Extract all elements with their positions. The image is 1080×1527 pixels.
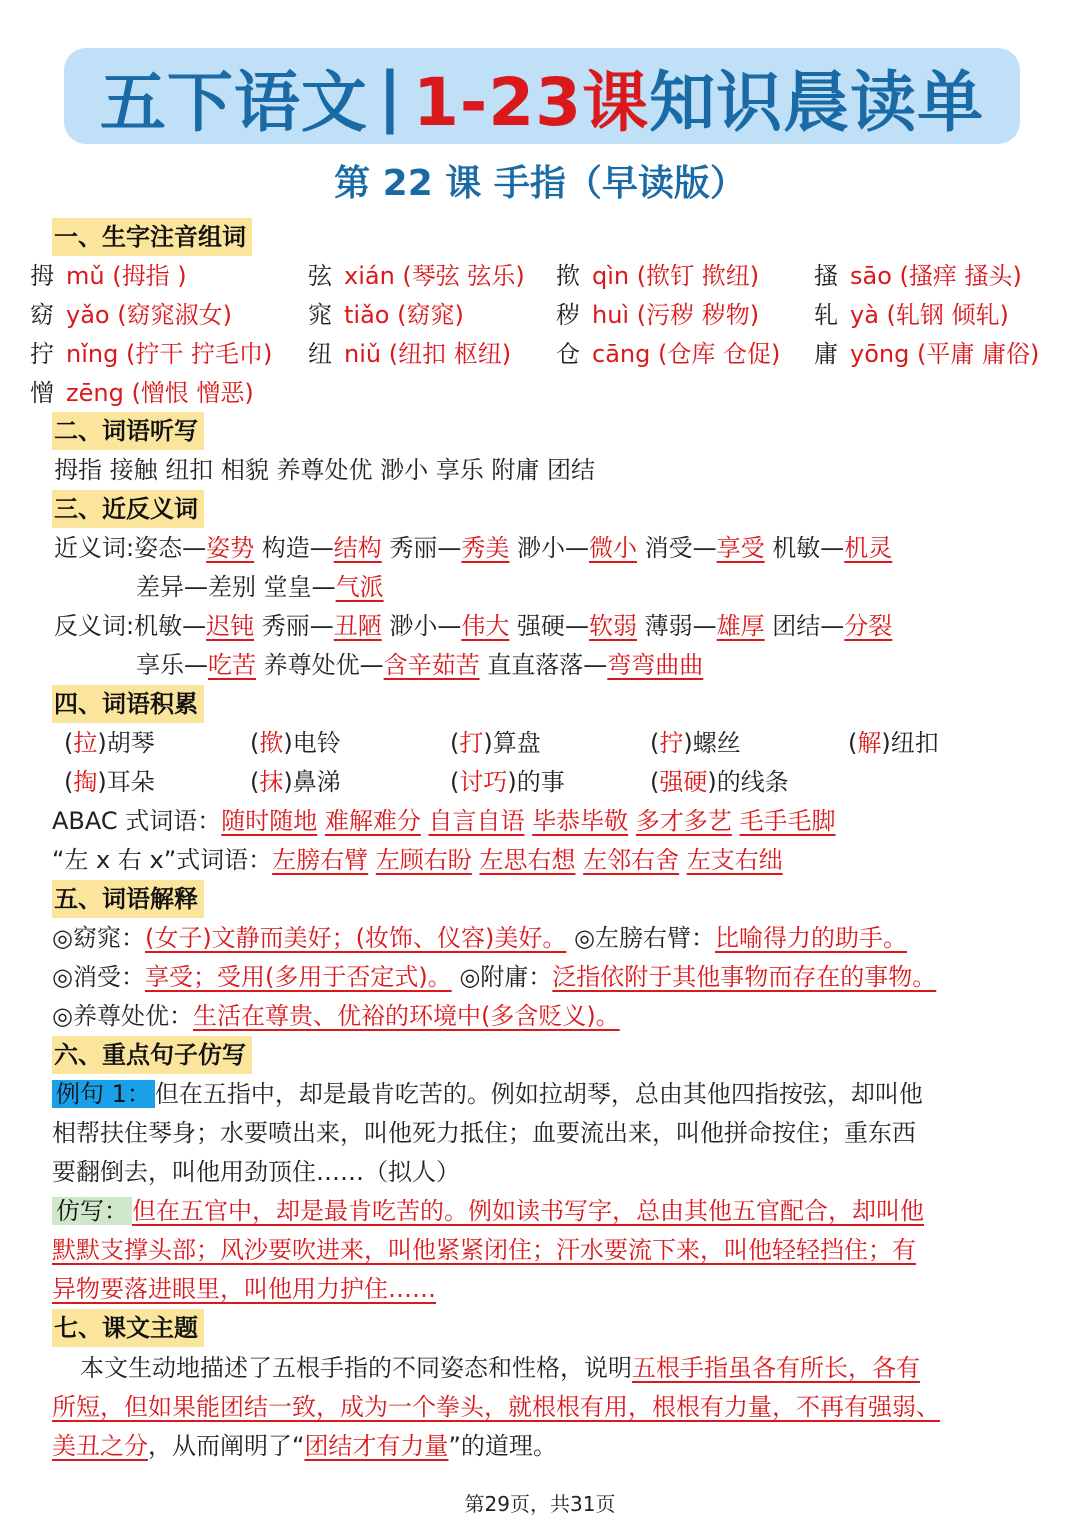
collocation-item: (揿)电铃 [250, 729, 341, 757]
pinyin: zēng [66, 379, 132, 407]
pinyin-item [556, 335, 780, 373]
words: (琴弦 弦乐) [402, 262, 525, 290]
word: 左膀右臂 [272, 846, 369, 874]
label: “左 x 右 x”式词语： [52, 846, 273, 874]
pair-left: 养尊处优— [263, 651, 384, 679]
pinyin-item [556, 257, 759, 295]
definition: 生活在尊贵、优裕的环境中(多含贬义)。 [192, 1002, 620, 1030]
char: 弦 [308, 262, 332, 290]
pair-right: 弯弯曲曲 [607, 651, 704, 679]
pinyin-item [30, 374, 254, 412]
definition: (女子)文静而美好；(妆饰、仪容)美好。 [144, 924, 567, 952]
char: 仓 [556, 340, 580, 368]
imitation-line-2: 默默支撑头部；风沙要吹进来，叫他紧紧闭住；汗水要流下来，叫他轻轻挡住；有 [52, 1236, 916, 1264]
words: (拧干 拧毛巾) [125, 340, 273, 368]
definition: 泛指依附于其他事物而存在的事物。 [552, 963, 937, 991]
theme-line-2: 所短，但如果能团结一致，成为一个拳头，就根根有用，根根有力量，不再有强弱、 [52, 1393, 940, 1421]
pinyin: yǎo [66, 301, 118, 329]
antonyms-row [54, 607, 892, 645]
pinyin-item [30, 257, 187, 295]
collocation-item: (拉)胡琴 [64, 729, 155, 757]
pinyin-item [30, 296, 232, 334]
term: ◎左膀右臂： [574, 924, 715, 952]
noun: )螺丝 [683, 729, 741, 757]
char: 拧 [30, 340, 54, 368]
pair-left: 薄弱— [644, 612, 717, 640]
pinyin-item [556, 296, 759, 334]
section-3-heading: 三、近反义词 [52, 490, 204, 528]
pinyin: huì [592, 301, 637, 329]
words: (仓库 仓促) [657, 340, 781, 368]
section-1-heading: 一、生字注音组词 [52, 218, 252, 256]
word: 左支右绌 [686, 846, 783, 874]
char: 拇 [30, 262, 54, 290]
page-number: 第29页，共31页 [464, 1492, 616, 1516]
example-line-1: 例句 1： 但在五指中，却是最肯吃苦的。例如拉胡琴，总由其他四指按弦，却叫他 [52, 1075, 923, 1113]
theme-line-3: 美丑之分，从而阐明了“团结才有力量”的道理。 [52, 1432, 557, 1460]
verb: 拉 [73, 729, 98, 757]
word: 左思右想 [479, 846, 576, 874]
noun: )的线条 [707, 768, 789, 796]
imitation-line-1: 仿写： 但在五官中，却是最肯吃苦的。例如读书写字，总由其他五官配合，却叫他 [52, 1192, 924, 1230]
pair-right: 软弱 [589, 612, 638, 640]
pair-right: 迟钝 [206, 612, 255, 640]
label: 近义词: [54, 534, 135, 562]
collocation-item: (拧)螺丝 [650, 729, 741, 757]
title-part-c: 知识晨读单 [649, 63, 985, 141]
verb: 拧 [659, 729, 684, 757]
char: 秽 [556, 301, 580, 329]
section-6-heading: 六、重点句子仿写 [52, 1036, 252, 1074]
example-line-2: 相帮扶住琴身；水要喷出来，叫他死力抵住；血要流出来，叫他拼命按住；重东西 [52, 1119, 916, 1147]
title-banner [64, 48, 1020, 144]
noun: )鼻涕 [283, 768, 341, 796]
pair-right: 伟大 [461, 612, 510, 640]
char: 轧 [814, 301, 838, 329]
pinyin: qìn [592, 262, 637, 290]
collocation-item: (打)算盘 [450, 729, 541, 757]
pair-right: 姿势 [206, 534, 255, 562]
pair-right: 丑陋 [333, 612, 382, 640]
char: 揿 [556, 262, 580, 290]
pair-left: 渺小— [517, 534, 590, 562]
section-7-heading: 七、课文主题 [52, 1309, 204, 1347]
pinyin: yà [850, 301, 887, 329]
collocation-item: (抹)鼻涕 [250, 768, 341, 796]
pair-left: 秀丽— [389, 534, 462, 562]
pair-right: 结构 [333, 534, 382, 562]
word: 难解难分 [324, 807, 421, 835]
char: 憎 [30, 379, 54, 407]
zuoyou-words-row [52, 841, 783, 879]
pinyin: nǐng [66, 340, 126, 368]
example-line-3: 要翻倒去，叫他用劲顶住……（拟人） [52, 1158, 460, 1186]
label: 反义词: [54, 612, 135, 640]
pinyin: mǔ [66, 262, 113, 290]
explanation-line [52, 997, 620, 1035]
pair-left: 构造— [261, 534, 334, 562]
explanation-line [52, 919, 907, 957]
words: (揿钉 揿纽) [636, 262, 760, 290]
words: (轧钢 倾轧) [886, 301, 1009, 329]
noun: )胡琴 [97, 729, 155, 757]
collocation-item: (掏)耳朵 [64, 768, 155, 796]
collocation-item: (解)纽扣 [848, 729, 939, 757]
synonyms-row [54, 529, 892, 567]
pair-left: 差异—差别 [136, 573, 256, 601]
word: 多才多艺 [635, 807, 732, 835]
noun: )耳朵 [97, 768, 155, 796]
pinyin-item [814, 335, 1039, 373]
title-part-a: 五下语文 [99, 63, 368, 141]
example-label: 例句 1： [52, 1080, 155, 1108]
section-2-heading: 二、词语听写 [52, 412, 204, 450]
pinyin: xián [344, 262, 403, 290]
words: (平庸 庸俗) [916, 340, 1040, 368]
noun: )的事 [507, 768, 565, 796]
noun: )算盘 [483, 729, 541, 757]
pair-right: 秀美 [461, 534, 510, 562]
pair-left: 直直落落— [487, 651, 608, 679]
pinyin-item [308, 335, 511, 373]
pinyin-item [814, 296, 1009, 334]
imitation-label: 仿写： [52, 1197, 132, 1225]
term: ◎养尊处优： [52, 1002, 193, 1030]
words: (拇指 ) [112, 262, 187, 290]
pair-left: 团结— [772, 612, 845, 640]
verb: 讨巧 [459, 768, 508, 796]
pair-right: 微小 [589, 534, 638, 562]
pair-left: 消受— [644, 534, 717, 562]
theme-line-1: 本文生动地描述了五根手指的不同姿态和性格，说明五根手指虽各有所长，各有 [80, 1354, 920, 1382]
dictation-words: 拇指 接触 纽扣 相貌 养尊处优 渺小 享乐 附庸 团结 [54, 456, 596, 484]
pair-left: 机敏— [134, 612, 207, 640]
pinyin-item [308, 257, 525, 295]
words: (搔痒 搔头) [899, 262, 1022, 290]
words: (憎恨 憎恶) [131, 379, 254, 407]
pair-left: 享乐— [136, 651, 208, 679]
term: ◎附庸： [459, 963, 553, 991]
char: 搔 [814, 262, 838, 290]
words: (纽扣 枢纽) [388, 340, 512, 368]
word: 随时随地 [221, 807, 318, 835]
collocation-item: (强硬)的线条 [650, 768, 789, 796]
pair-right: 气派 [335, 573, 384, 601]
verb: 抹 [259, 768, 284, 796]
antonyms-row-2 [136, 646, 703, 684]
pinyin: niǔ [344, 340, 389, 368]
pair-right: 分裂 [844, 612, 893, 640]
pair-right: 享受 [716, 534, 765, 562]
term: ◎窈窕： [52, 924, 145, 952]
word: 毛手毛脚 [739, 807, 836, 835]
verb: 解 [857, 729, 882, 757]
term: ◎消受： [52, 963, 145, 991]
verb: 揿 [259, 729, 284, 757]
section-5-heading: 五、词语解释 [52, 880, 204, 918]
verb: 掏 [73, 768, 98, 796]
pinyin-item [814, 257, 1022, 295]
pair-left: 机敏— [772, 534, 845, 562]
pinyin: sāo [850, 262, 900, 290]
pair-left: 渺小— [389, 612, 462, 640]
word: 左顾右盼 [375, 846, 472, 874]
explanation-line [52, 958, 936, 996]
char: 纽 [308, 340, 332, 368]
pair-right: 含辛茹苦 [383, 651, 480, 679]
noun: )纽扣 [881, 729, 939, 757]
pair-left: 强硬— [517, 612, 590, 640]
words: (窈窕淑女) [117, 301, 232, 329]
title-separator: | [377, 57, 403, 135]
pair-right: 机灵 [844, 534, 893, 562]
pair-left: 姿态— [134, 534, 207, 562]
noun: )电铃 [283, 729, 341, 757]
pinyin: yōng [850, 340, 917, 368]
word: 毕恭毕敬 [532, 807, 629, 835]
collocation-item: (讨巧)的事 [450, 768, 565, 796]
synonyms-row-2 [136, 568, 384, 606]
word: 自言自语 [428, 807, 525, 835]
char: 庸 [814, 340, 838, 368]
pinyin-item [30, 335, 272, 373]
verb: 打 [459, 729, 484, 757]
pinyin: cāng [592, 340, 658, 368]
lesson-title: 第 22 课 手指（早读版） [334, 163, 746, 204]
definition: 享受；受用(多用于否定式)。 [144, 963, 452, 991]
char: 窈 [30, 301, 54, 329]
abac-words-row [52, 802, 835, 840]
pair-left: 秀丽— [261, 612, 334, 640]
word: 左邻右舍 [583, 846, 680, 874]
pair-right: 雄厚 [716, 612, 765, 640]
pair-right: 吃苦 [208, 651, 256, 679]
verb: 强硬 [659, 768, 708, 796]
title-part-b: 1-23课 [412, 63, 650, 141]
label: ABAC 式词语： [52, 807, 222, 835]
pinyin-item [308, 296, 464, 334]
section-4-heading: 四、词语积累 [52, 685, 204, 723]
words: (窈窕) [397, 301, 464, 329]
imitation-line-3: 异物要落进眼里，叫他用力护住…… [52, 1275, 436, 1303]
definition: 比喻得力的助手。 [715, 924, 907, 952]
words: (污秽 秽物) [636, 301, 760, 329]
pinyin: tiǎo [344, 301, 398, 329]
pair-left: 堂皇— [263, 573, 336, 601]
char: 窕 [308, 301, 332, 329]
